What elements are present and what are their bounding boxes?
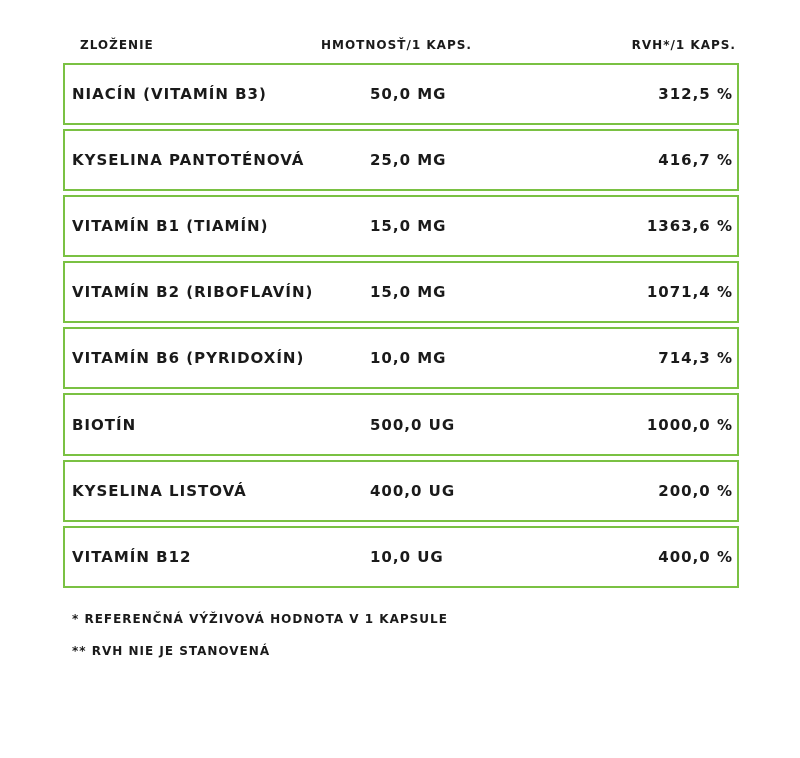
ingredient-name: NIACÍN (VITAMÍN B3): [72, 85, 267, 103]
ingredient-rvh: 1000,0 %: [646, 415, 733, 434]
table-row: [63, 393, 739, 456]
ingredient-name: KYSELINA LISTOVÁ: [72, 482, 247, 500]
table-row: [63, 460, 739, 522]
ingredient-rvh: 1363,6 %: [646, 217, 733, 235]
table-row: [63, 195, 739, 257]
nutrition-table: [63, 63, 739, 588]
footnote-rvh-not-set: ** RVH NIE JE STANOVENÁ: [72, 644, 271, 658]
header-rvh: RVH*/1 KAPS.: [631, 38, 736, 52]
ingredient-rvh: 312,5 %: [658, 85, 733, 103]
footnotes: [72, 612, 448, 676]
table-header: [0, 38, 800, 58]
footnote-rvh-reference: * REFERENČNÁ VÝŽIVOVÁ HODNOTA V 1 KAPSULE: [72, 612, 448, 626]
ingredient-name: VITAMÍN B2 (RIBOFLAVÍN): [72, 283, 314, 301]
ingredient-rvh: 714,3 %: [658, 349, 733, 367]
ingredient-mass: 500,0 UG: [370, 415, 456, 434]
ingredient-name: KYSELINA PANTOTÉNOVÁ: [72, 151, 305, 169]
ingredient-mass: 400,0 UG: [370, 482, 456, 500]
ingredient-name: BIOTÍN: [72, 415, 137, 434]
ingredient-mass: 15,0 MG: [370, 283, 447, 301]
header-composition: ZLOŽENIE: [80, 38, 154, 52]
ingredient-name: VITAMÍN B1 (TIAMÍN): [72, 217, 269, 235]
ingredient-mass: 10,0 MG: [370, 349, 447, 367]
ingredient-rvh: 1071,4 %: [646, 283, 733, 301]
ingredient-mass: 25,0 MG: [370, 151, 447, 169]
table-row: [63, 129, 739, 191]
ingredient-name: VITAMÍN B12: [72, 548, 192, 566]
ingredient-name: VITAMÍN B6 (PYRIDOXÍN): [72, 349, 305, 367]
ingredient-rvh: 400,0 %: [658, 548, 733, 566]
ingredient-mass: 15,0 MG: [370, 217, 447, 235]
ingredient-rvh: 200,0 %: [658, 482, 733, 500]
ingredient-mass: 50,0 MG: [370, 85, 447, 103]
table-row: [63, 63, 739, 125]
ingredient-rvh: 416,7 %: [658, 151, 733, 169]
table-row: [63, 526, 739, 588]
table-row: [63, 261, 739, 323]
header-mass: HMOTNOSŤ/1 KAPS.: [321, 38, 472, 52]
ingredient-mass: 10,0 UG: [370, 548, 444, 566]
table-row: [63, 327, 739, 389]
